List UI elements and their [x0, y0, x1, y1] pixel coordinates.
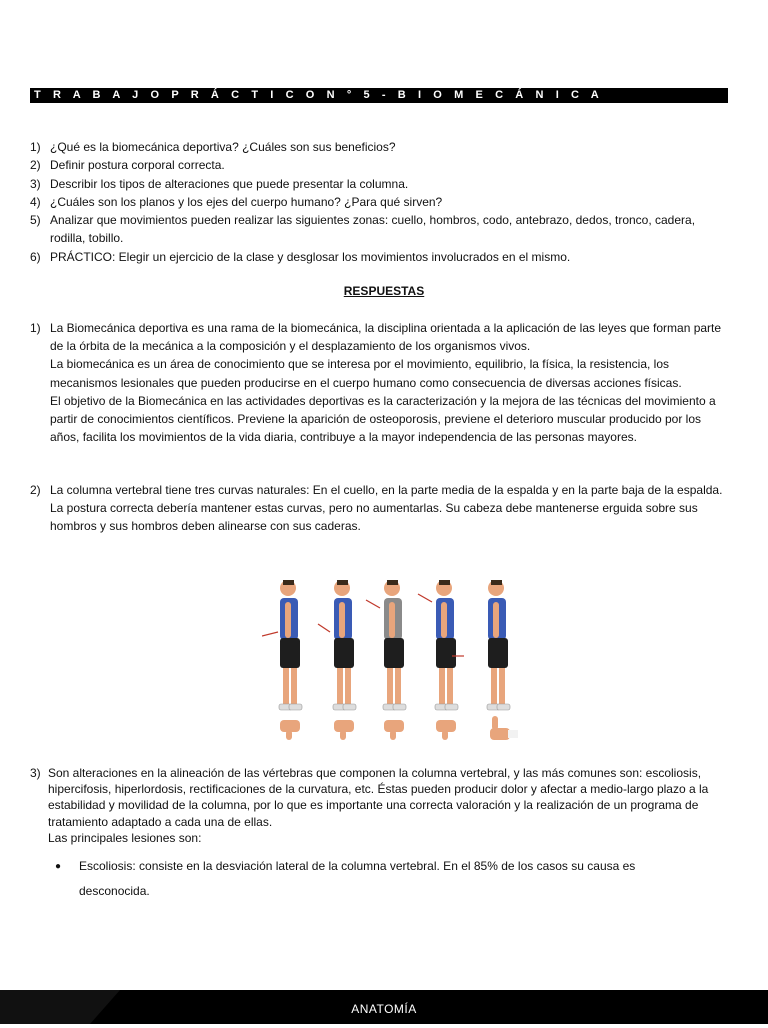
answer-1-paragraph-2: La biomecánica es un área de conocimiento que se interesa por el movimiento, equilibrio, la física, la resistencia, los mecanismos lesionales que pueden producirse en el cuerpo humano como consecuencia de diversas acciones físicas.	[50, 357, 682, 390]
answer-1-paragraph-1: La Biomecánica deportiva es una rama de la biomecánica, la disciplina orientada a la aplicación de las leyes que forman parte de la órbita de la mecánica a la composición y el desplazamiento de los organismos vivos.	[50, 321, 722, 354]
person-figure-5	[487, 580, 510, 710]
answer-3: 3) Son alteraciones en la alineación de las vértebras que componen la columna vertebral, y las más comunes son: escoliosis, hipercifosis, hiperlordosis, rectificaciones de la curvatura, etc. Éstas pueden producir dolor y afectar a medio-largo plazo a la estabilidad y movilidad de la columna, por lo que es importante una correcta valoración y la realización de un programa de tratamiento adaptado a cada una de ellas. Las principales lesiones son:	[30, 765, 730, 846]
list-item: 5) Analizar que movimientos pueden realizar las siguientes zonas: cuello, hombros, codo, antebrazo, dedos, tronco, cadera, rodilla, tobillo.	[30, 213, 696, 246]
respuestas-heading: RESPUESTAS	[343, 284, 425, 298]
answer-2: 2) La columna vertebral tiene tres curvas naturales: En el cuello, en la parte media de la espalda y en la parte baja de la espalda. La postura correcta debería mantener estas curvas, pero no aumentarlas. Su cabeza debe mantenerse erguida sobre sus hombros y sus hombros deben alinearse con sus caderas.	[30, 481, 730, 536]
list-item: 6) PRÁCTICO: Elegir un ejercicio de la clase y desglosar los movimientos involucrados en el mismo.	[30, 249, 571, 264]
thumb-down-icon	[384, 720, 404, 740]
person-figure-3	[383, 580, 406, 710]
list-item: 4) ¿Cuáles son los planos y los ejes del cuerpo humano? ¿Para qué sirven?	[30, 194, 443, 209]
person-figure-4	[435, 580, 458, 710]
thumb-down-icon	[280, 720, 300, 740]
thumb-up-icon	[490, 716, 518, 740]
answer-3-lesiones: Las principales lesiones son:	[48, 830, 202, 845]
list-item: ● Escoliosis: consiste en la desviación lateral de la columna vertebral. En el 85% de los casos su causa es desconocida.	[55, 854, 695, 904]
questions-list	[30, 138, 730, 266]
person-figure-1	[279, 580, 302, 710]
answer-1: 1) La Biomecánica deportiva es una rama de la biomecánica, la disciplina orientada a la aplicación de las leyes que forman parte de la órbita de la mecánica a la composición y el desplazamiento de los organismos vivos. La biomecánica es un área de conocimiento que se interesa por el movimiento, equilibrio, la física, la resistencia, los mecanismos lesionales que pueden producirse en el cuerpo humano como consecuencia de diversas acciones físicas. El objetivo de la Biomecánica en las actividades deportivas es la caracterización y la mejora de las técnicas del movimiento a partir de conocimientos científicos. Previene la aparición de osteoporosis, previene el deterioro muscular producido por los años, facilita los movimientos de la vida diaria, contribuye a la mayor independencia de las personas mayores.	[30, 319, 730, 446]
document-title: T R A B A J O P R Á C T I C O N ° 5 - B I O M E C Á N I C A	[30, 88, 728, 103]
posture-illustration	[262, 570, 522, 750]
list-item: 3) Describir los tipos de alteraciones que puede presentar la columna.	[30, 176, 409, 191]
answer-3-text: Son alteraciones en la alineación de las vértebras que componen la columna vertebral, y las más comunes son: escoliosis, hipercifosis, hiperlordosis, rectificaciones de la curvatura, etc. Éstas pueden producir dolor y afectar a medio-largo plazo a la estabilidad y movilidad de la columna, por lo que es importante una correcta valoración y la realización de un programa de tratamiento adaptado a cada una de ellas.	[48, 766, 709, 829]
bullet-icon: ●	[55, 861, 62, 872]
list-item: 2) Definir postura corporal correcta.	[30, 158, 225, 173]
thumb-down-icon	[436, 720, 456, 740]
answer-1-paragraph-3: El objetivo de la Biomecánica en las actividades deportivas es la caracterización y la mejora de las técnicas del movimiento a partir de conocimientos científicos. Previene la aparición de osteoporosis, previene el deterioro muscular producido por los años, facilita los movimientos de la vida diaria, contribuye a la mayor independencia de las personas mayores.	[50, 393, 716, 445]
page-footer: ANATOMÍA	[0, 990, 768, 1024]
thumb-down-icon	[334, 720, 354, 740]
person-figure-2	[333, 580, 356, 710]
answer-2-text: La columna vertebral tiene tres curvas naturales: En el cuello, en la parte media de la espalda y en la parte baja de la espalda. La postura correcta debería mantener estas curvas, pero no aumentarlas. Su cabeza debe mantenerse erguida sobre sus hombros y sus hombros deben alinearse con sus caderas.	[50, 483, 723, 534]
list-item: 1) ¿Qué es la biomecánica deportiva? ¿Cuáles son sus beneficios?	[30, 140, 396, 154]
